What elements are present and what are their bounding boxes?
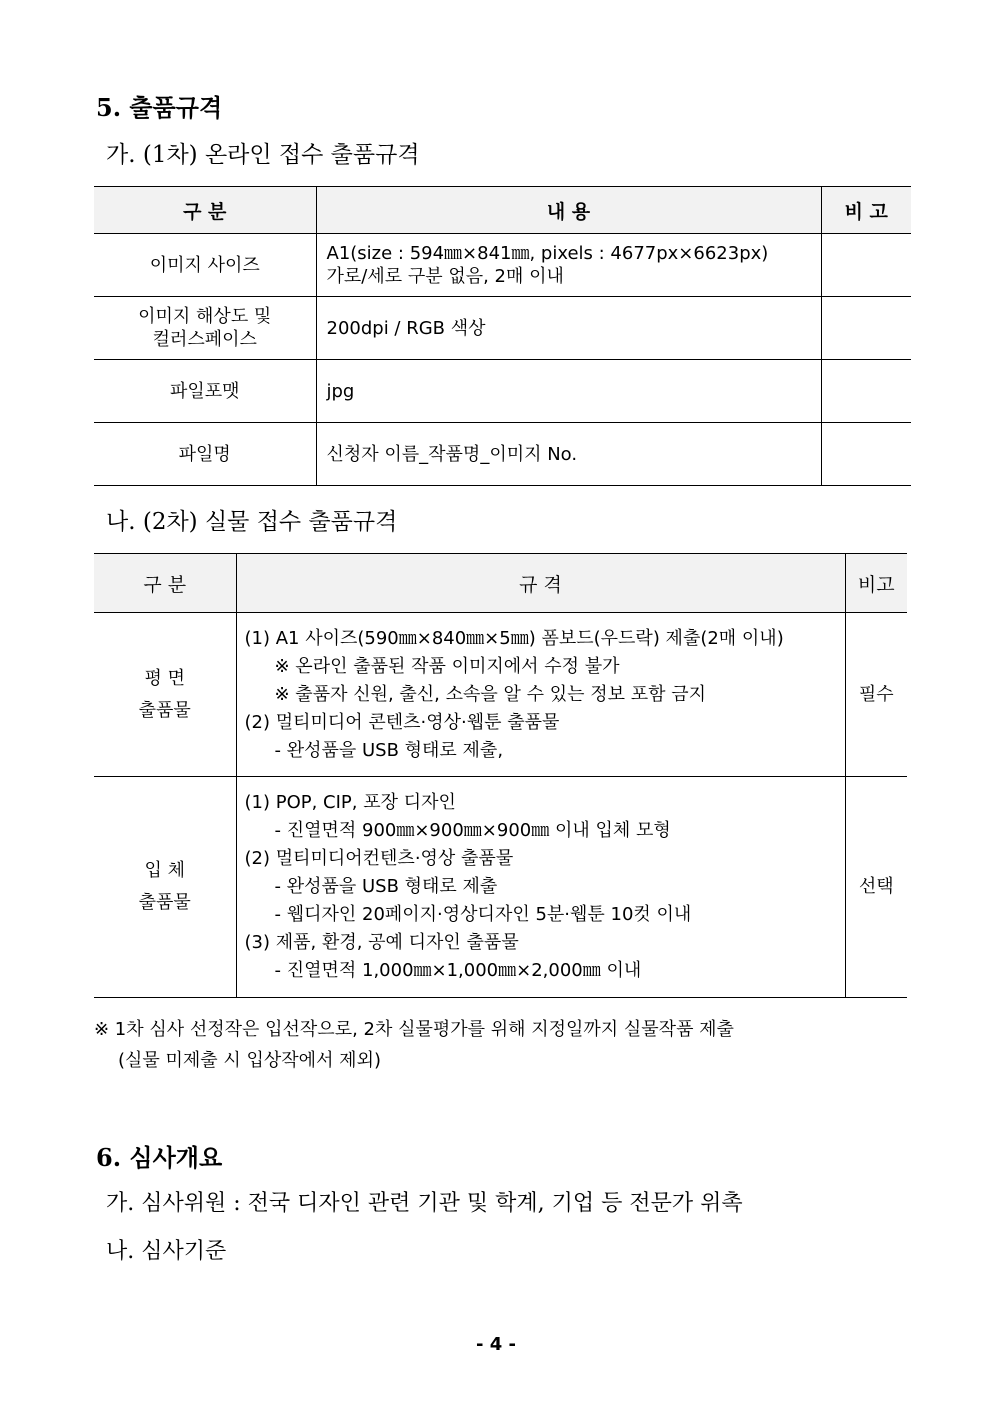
footnote — [94, 1014, 902, 1076]
category-line: 이미지 해상도 및 — [138, 306, 272, 327]
header-note: 비고 — [845, 554, 907, 613]
content-line: ※ 온라인 출품된 작품 이미지에서 수정 불가 — [274, 655, 620, 677]
header-spec: 규 격 — [236, 554, 845, 613]
table-row — [94, 777, 907, 998]
header-category: 구 분 — [94, 554, 236, 613]
content-line: - 진열면적 1,000㎜×1,000㎜×2,000㎜ 이내 — [274, 960, 642, 981]
content-line: - 완성품을 USB 형태로 제출 — [274, 876, 498, 897]
content-line: (2) 멀티미디어 콘텐츠·영상·웹툰 출품물 — [244, 711, 560, 733]
row-note — [821, 360, 911, 423]
category-line: 컬러스페이스 — [152, 329, 257, 350]
section6-item-b: 나. 심사기준 — [106, 1239, 227, 1264]
table-row — [94, 423, 911, 486]
row-category: 파일포맷 — [94, 360, 316, 423]
footnote-line: ※ 1차 심사 선정작은 입선작으로, 2차 실물평가를 위해 지정일까지 실물작품 제출 — [94, 1019, 734, 1040]
content-line: - 진열면적 900㎜×900㎜×900㎜ 이내 입체 모형 — [274, 820, 671, 841]
footnote-line: (실물 미제출 시 입상작에서 제외) — [118, 1050, 381, 1071]
section5-sub-b: 나. (2차) 실물 접수 출품규격 — [106, 509, 398, 535]
category-line: 입 체 — [144, 860, 185, 881]
row-content — [236, 613, 845, 777]
header-content: 내 용 — [316, 187, 821, 234]
content-line: jpg — [326, 380, 355, 402]
row-note: 필수 — [845, 613, 907, 777]
row-note — [821, 234, 911, 297]
row-note: 선택 — [845, 777, 907, 998]
section5-heading: 5. 출품규격 — [96, 93, 223, 122]
row-category — [94, 297, 316, 360]
content-line: 신청자 이름_작품명_이미지 No. — [326, 443, 578, 465]
content-line: ※ 출품자 신원, 출신, 소속을 알 수 있는 정보 포함 금지 — [274, 683, 707, 705]
page-number: - 4 - — [476, 1334, 516, 1355]
row-content — [316, 297, 821, 360]
content-line: A1(size : 594㎜×841㎜, pixels : 4677px×6623px) — [326, 243, 769, 264]
content-line: (1) A1 사이즈(590㎜×840㎜×5㎜) 폼보드(우드락) 제출(2매 이내) — [244, 627, 784, 649]
section6-heading: 6. 심사개요 — [96, 1143, 223, 1172]
row-category — [94, 777, 236, 998]
section5-sub-a: 가. (1차) 온라인 접수 출품규격 — [106, 142, 420, 168]
table-header-row — [94, 554, 907, 613]
content-line: 가로/세로 구분 없음, 2매 이내 — [326, 266, 564, 287]
content-line: - 웹디자인 20페이지·영상디자인 5분·웹툰 10컷 이내 — [274, 904, 692, 925]
row-category: 이미지 사이즈 — [94, 234, 316, 297]
row-category: 파일명 — [94, 423, 316, 486]
section6-item-a: 가. 심사위원 : 전국 디자인 관련 기관 및 학계, 기업 등 전문가 위촉 — [106, 1191, 743, 1216]
table-online-spec — [94, 186, 911, 486]
table-row — [94, 234, 911, 297]
table-row — [94, 297, 911, 360]
header-note: 비 고 — [821, 187, 911, 234]
row-content — [316, 423, 821, 486]
content-line: - 완성품을 USB 형태로 제출, — [274, 739, 504, 761]
table-header-row — [94, 187, 911, 234]
header-category: 구 분 — [94, 187, 316, 234]
row-content — [316, 234, 821, 297]
category-line: 출품물 — [138, 892, 191, 913]
category-line: 평 면 — [144, 667, 185, 689]
table-physical-spec — [94, 553, 907, 998]
table-row — [94, 613, 907, 777]
row-content — [316, 360, 821, 423]
table-row — [94, 360, 911, 423]
content-line: (3) 제품, 환경, 공예 디자인 출품물 — [244, 932, 519, 953]
content-line: (2) 멀티미디어컨텐츠·영상 출품물 — [244, 848, 514, 869]
content-line: (1) POP, CIP, 포장 디자인 — [244, 792, 456, 813]
row-category — [94, 613, 236, 777]
content-line: 200dpi / RGB 색상 — [326, 317, 486, 339]
row-note — [821, 423, 911, 486]
row-note — [821, 297, 911, 360]
row-content — [236, 777, 845, 998]
category-line: 출품물 — [138, 699, 191, 721]
